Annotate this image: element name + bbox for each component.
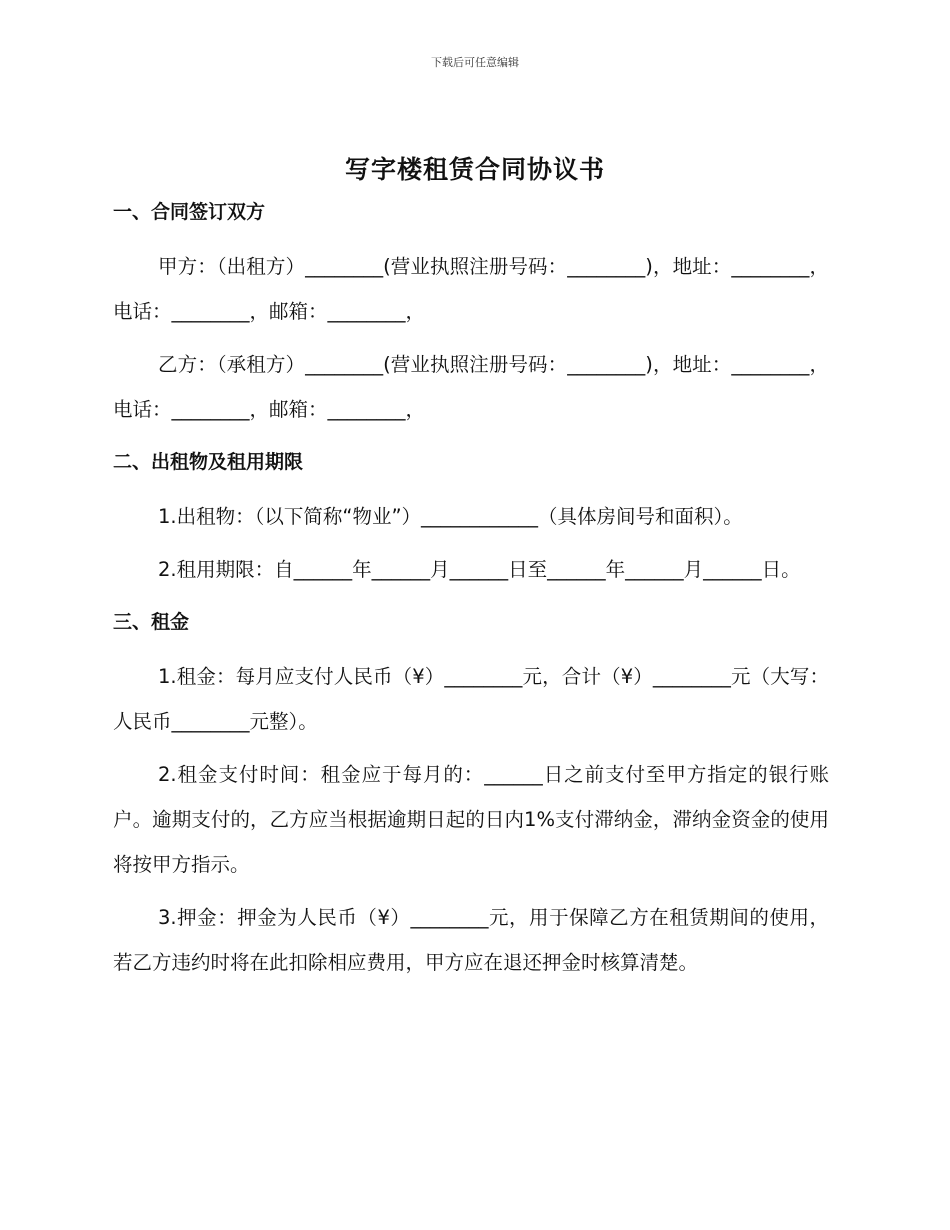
section-parties [113,196,829,432]
rent-amount-paragraph: 1.租金：每月应支付人民币（¥）________元，合计（¥）________元（大写：人民币________元整）。 [113,665,829,733]
rent-payment-time-paragraph: 2.租金支付时间：租金应于每月的：______日之前支付至甲方指定的银行账户。逾期支付的，乙方应当根据逾期日起的日内1%支付滞纳金，滞纳金资金的使用将按甲方指示。 [113,763,829,876]
section-heading: 三、租金 [113,611,190,633]
section-property-term [113,446,829,592]
document-title: 写字楼租赁合同协议书 [344,155,605,184]
document-body [113,196,829,985]
term-paragraph: 2.租用期限：自______年______月______日至______年______月______日。 [158,558,801,581]
section-heading: 一、合同签订双方 [113,201,266,223]
party-b-paragraph: 乙方：（承租方）________(营业执照注册号码：________)，地址：________，电话：________，邮箱：________， [113,353,829,421]
property-paragraph: 1.出租物：（以下简称“物业”）____________（具体房间号和面积）。 [158,505,743,528]
page-header-note: 下载后可任意编辑 [431,56,519,69]
party-a-paragraph: 甲方：（出租方）________(营业执照注册号码：________)，地址：________，电话：________，邮箱：________， [113,255,829,323]
section-rent [113,606,829,985]
section-heading: 二、出租物及租用期限 [113,451,304,473]
deposit-paragraph: 3.押金：押金为人民币（¥）________元，用于保障乙方在租赁期间的使用，若乙方违约时将在此扣除相应费用，甲方应在退还押金时核算清楚。 [113,906,829,974]
